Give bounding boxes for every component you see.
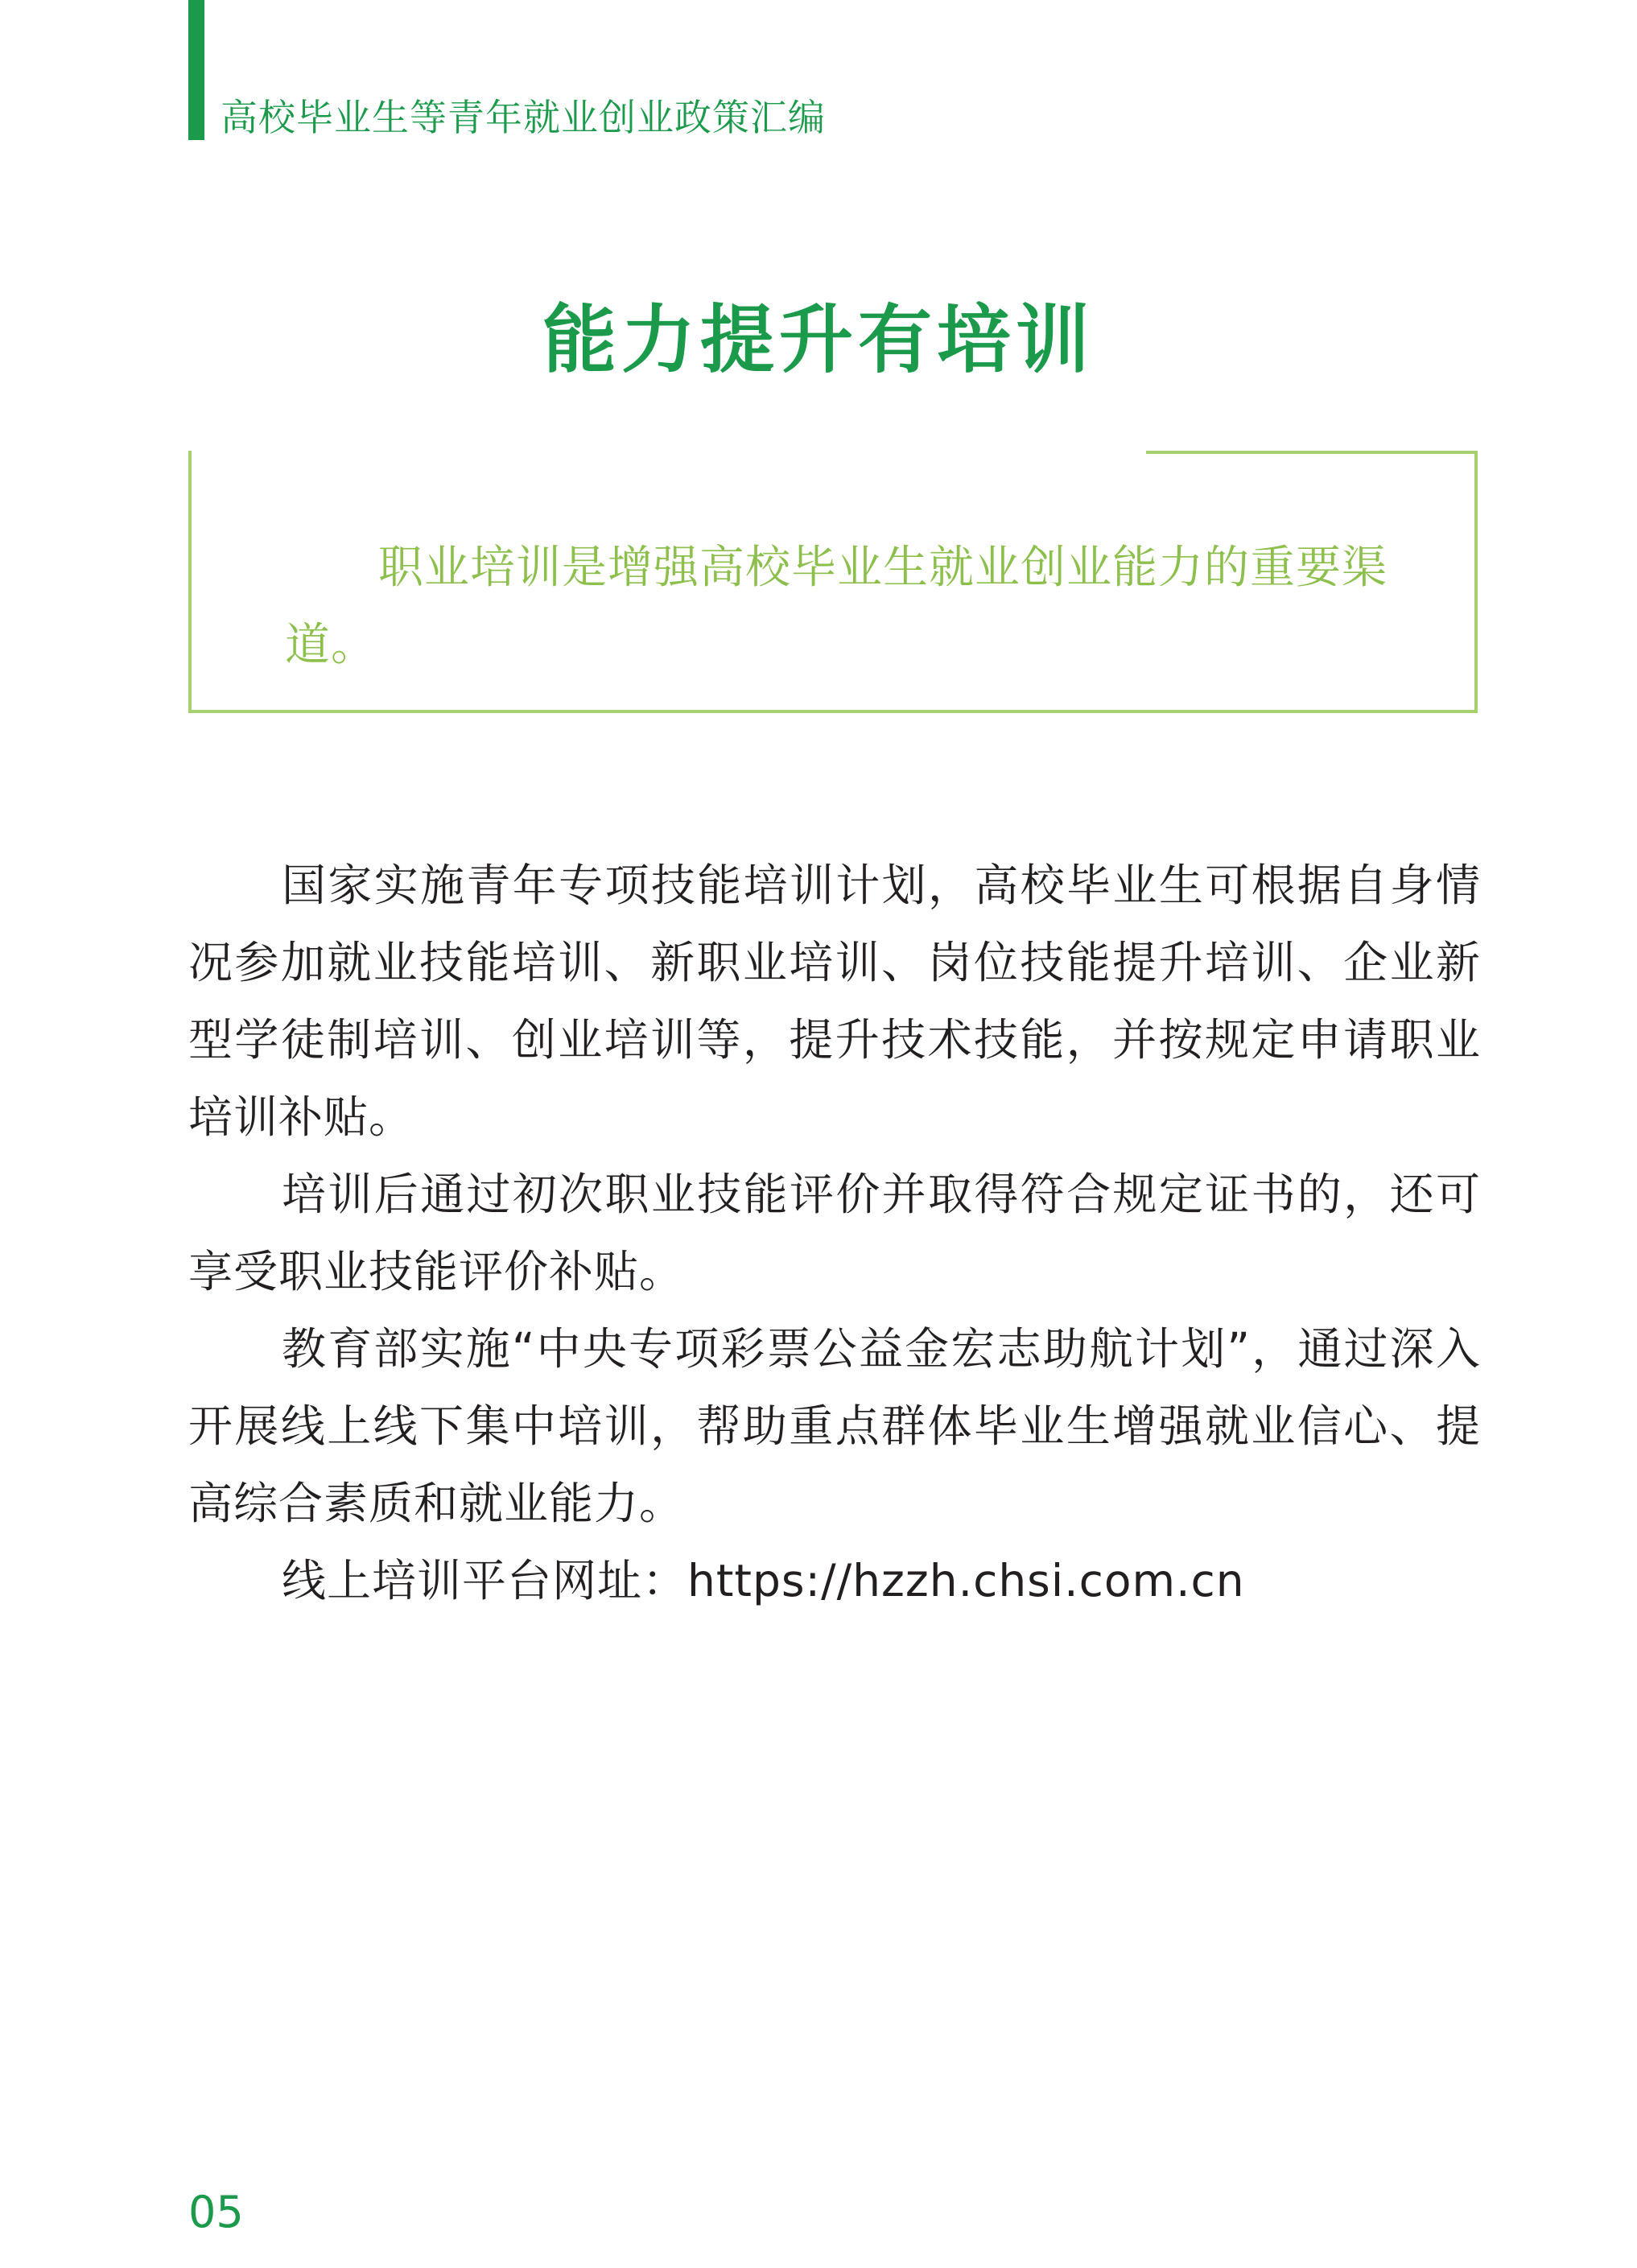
callout-box	[188, 451, 1478, 713]
body-paragraph: 培训后通过初次职业技能评价并取得符合规定证书的，还可享受职业技能评价补贴。	[188, 1169, 1481, 1297]
callout-border-left	[188, 451, 192, 713]
page-title: 能力提升有培训	[542, 297, 1095, 383]
header-accent-bar	[188, 0, 204, 140]
body-text	[188, 847, 1481, 1619]
page-number: 05	[188, 2187, 244, 2237]
callout-border-bottom	[188, 710, 1478, 713]
header-title: 高校毕业生等青年就业创业政策汇编	[221, 96, 826, 139]
callout-border-right	[1474, 451, 1478, 713]
body-paragraph: 教育部实施“中央专项彩票公益金宏志助航计划”，通过深入开展线上线下集中培训，帮助重点群体毕业生增强就业信心、提高综合素质和就业能力。	[188, 1323, 1481, 1529]
body-paragraph: 线上培训平台网址：https://hzzh.chsi.com.cn	[282, 1555, 1245, 1606]
callout-border-top	[1146, 451, 1478, 454]
callout-text: 职业培训是增强高校毕业生就业创业能力的重要渠道。	[285, 542, 1388, 671]
body-paragraph: 国家实施青年专项技能培训计划，高校毕业生可根据自身情况参加就业技能培训、新职业培训、岗位技能提升培训、企业新型学徒制培训、创业培训等，提升技术技能，并按规定申请职业培训补贴。	[188, 860, 1481, 1143]
